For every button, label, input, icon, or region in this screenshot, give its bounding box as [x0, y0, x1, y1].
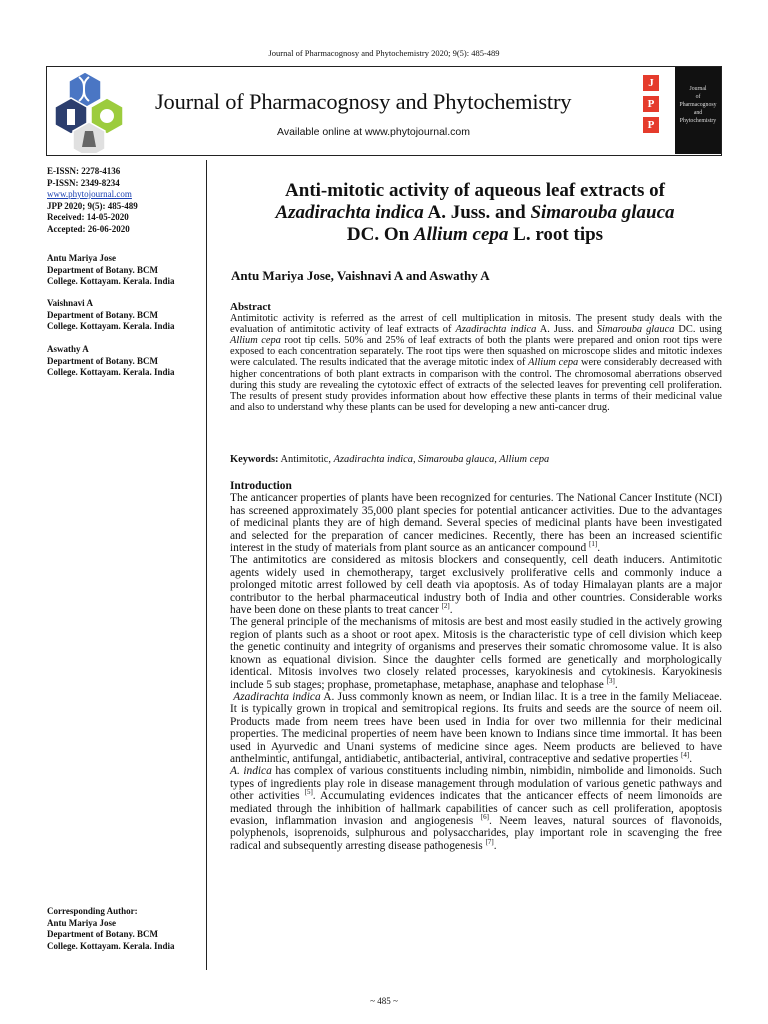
column-divider	[206, 160, 207, 970]
jpp-letter: J	[643, 75, 659, 91]
jpp-logo	[643, 75, 661, 138]
abstract-heading: Abstract	[230, 301, 271, 313]
pissn: P-ISSN: 2349-8234	[47, 177, 120, 188]
title-line: DC. On Allium cepa L. root tips	[346, 224, 604, 245]
author-affiliation: College. Kottayam. Kerala. India	[47, 276, 175, 286]
author-affiliation: College. Kottayam. Kerala. India	[47, 367, 175, 377]
journal-side-box	[675, 67, 721, 154]
sidebar-author	[47, 344, 202, 379]
intro-heading: Introduction	[230, 480, 292, 492]
author-name: Aswathy A	[47, 344, 89, 354]
author-affiliation: Department of Botany. BCM	[47, 929, 158, 939]
website-link[interactable]: www.phytojournal.com	[47, 189, 132, 199]
author-name: Antu Mariya Jose	[47, 917, 116, 928]
side-box-line: and	[693, 110, 703, 116]
side-box-line: Phytochemistry	[679, 118, 717, 124]
article-title	[218, 180, 732, 246]
abstract-section	[230, 302, 722, 413]
paragraph: A. indica has complex of various constituents including nimbin, nimbidin, nimbolide and limonoids. Such types of ingredients play role in disease management through modulation of various genetic pathways and other activities [5]. Accumulating evidences indicates that the anticancer effects of neem limonoids are mediated through the inhibition of hallmark capabilities of cancer such as cell proliferation, apoptosis evasion, inflammation invasion and angiogenesis [6]. Neem leaves, natural sources of flavonoids, polyphenols, isoprenoids, sulphurous and polysaccharides, play important role in scavenging the free radical and subsequently arresting disease pathogenesis [7].	[230, 765, 723, 852]
paragraph: The anticancer properties of plants have been recognized for centuries. The National Cancer Institute (NCI) has screened approximately 35,000 plant species for potential anticancer activities. Due to the advantages of medicinal plants they are of high demand. Several species of medicinal plants have been investigated and selected for the preparation of cancer medicines. Recently, there has been an increased scientific interest in the study of materials from plant source as an anticancer compound [1].	[230, 492, 722, 555]
journal-title: Journal of Pharmacognosy and Phytochemistry	[155, 89, 572, 114]
sidebar-author	[47, 298, 202, 333]
article-authors: Antu Mariya Jose, Vaishnavi A and Aswathy A	[231, 268, 490, 283]
available-online: Available online at www.phytojournal.com	[277, 126, 470, 138]
author-name: Vaishnavi A	[47, 298, 93, 308]
running-head: Journal of Pharmacognosy and Phytochemistry 2020; 9(5): 485-489	[268, 48, 500, 58]
sidebar-metadata	[47, 166, 202, 235]
paragraph: The general principle of the mechanisms of mitosis are best and most easily studied in the actively growing region of plants such as a shoot or root apex. Mitosis is the characteristic type of cell division which keep the genetic continuity and integrity of organisms and preserves their somatic chromosome value. It is also known as equational division. Since the daughter cells formed are genetically and morphologically identical. Mitosis involves two closely related processes, karyokinesis and cytokinesis. Karyokinesis include 5 sub stages; prophase, prometaphase, metaphase, anaphase and telophase [3].	[230, 616, 722, 691]
author-affiliation: Department of Botany. BCM	[47, 264, 158, 275]
jpp-letter: P	[643, 96, 659, 112]
side-box-line: Pharmacognosy	[679, 102, 717, 108]
author-affiliation: Department of Botany. BCM	[47, 355, 158, 366]
author-affiliation: Department of Botany. BCM	[47, 309, 158, 320]
corresponding-label: Corresponding Author:	[47, 906, 138, 916]
jpp-letter: P	[643, 117, 659, 133]
title-line: Anti-mitotic activity of aqueous leaf extracts of	[285, 180, 665, 201]
introduction-section	[230, 480, 722, 852]
paragraph: Azadirachta indica A. Juss commonly known as neem, or Indian lilac. It is a tree in the family Meliaceae. It is typically grown in tropical and semitropical regions. Its fruits and seeds are the source of neem oil. Products made from neem trees have been used in India for over two millennia for their medicinal properties. The medicinal properties of neem have been known to Indians since time immortal. It has been used in Ayurvedic and Unani systems of medicine since ages. Neem products are believed to have anthelmintic, antifungal, antidiabetic, antibacterial, antiviral, contraceptive and sedative properties [4].	[230, 690, 723, 765]
jpp-citation: JPP 2020; 9(5): 485-489	[47, 200, 138, 211]
journal-banner	[46, 66, 722, 156]
corresponding-author	[47, 906, 202, 952]
page-number: ~ 485 ~	[370, 996, 398, 1006]
accepted-date: Accepted: 26-06-2020	[47, 223, 130, 234]
received-date: Received: 14-05-2020	[47, 212, 129, 222]
author-name: Antu Mariya Jose	[47, 253, 116, 263]
sidebar-author	[47, 253, 202, 288]
paragraph: The antimitotics are considered as mitosis blockers and consequently, cell death inducers. Antimitotic agents widely used in chemotherapy, target exclusively proliferative cells and commonly induce a prolonged mitotic arrest followed by cell death via apoptosis. As of today Himalayan plants are a major contributor to the herbal pharmaceutical industry both of India and other countries. Considerable works have been done on these plants to treat cancer [2].	[230, 554, 722, 617]
keywords: Keywords: Antimitotic, Azadirachta indica, Simarouba glauca, Allium cepa	[230, 454, 550, 465]
abstract-text: Antimitotic activity is referred as the arrest of cell multiplication in mitosis. The present study deals with the evaluation of antimitotic activity of leaf extracts of Azadirachta indica A. Juss. and Simarouba glauca DC. using Allium cepa root tip cells. 50% and 25% of leaf extracts of both the plants were prepared and onion root tips were exposed to each concentration separately. The root tips were then squashed on microscope slides and mitotic indexes were calculated. The results indicated that the average mitotic index of Allium cepa were considerably decreased with higher concentrations of both plant extracts in comparison with the control. The chromosomal aberrations observed during this study are revealing the cytotoxic effect of extracts of the selected leaves for preventing cell proliferation. The results of present study provides information about how effective these plants in terms of their medicinal value and also to understand why these plants can be used for developing a new anti-cancer drug.	[230, 313, 723, 413]
author-affiliation: College. Kottayam. Kerala. India	[47, 321, 175, 331]
journal-logo-icon	[49, 69, 135, 153]
author-affiliation: College. Kottayam. Kerala. India	[47, 940, 175, 951]
title-line: Azadirachta indica A. Juss. and Simarouba glauca	[275, 202, 675, 223]
side-box-line: Journal	[689, 86, 707, 92]
side-box-line: of	[695, 94, 701, 100]
eissn: E-ISSN: 2278-4136	[47, 166, 121, 176]
